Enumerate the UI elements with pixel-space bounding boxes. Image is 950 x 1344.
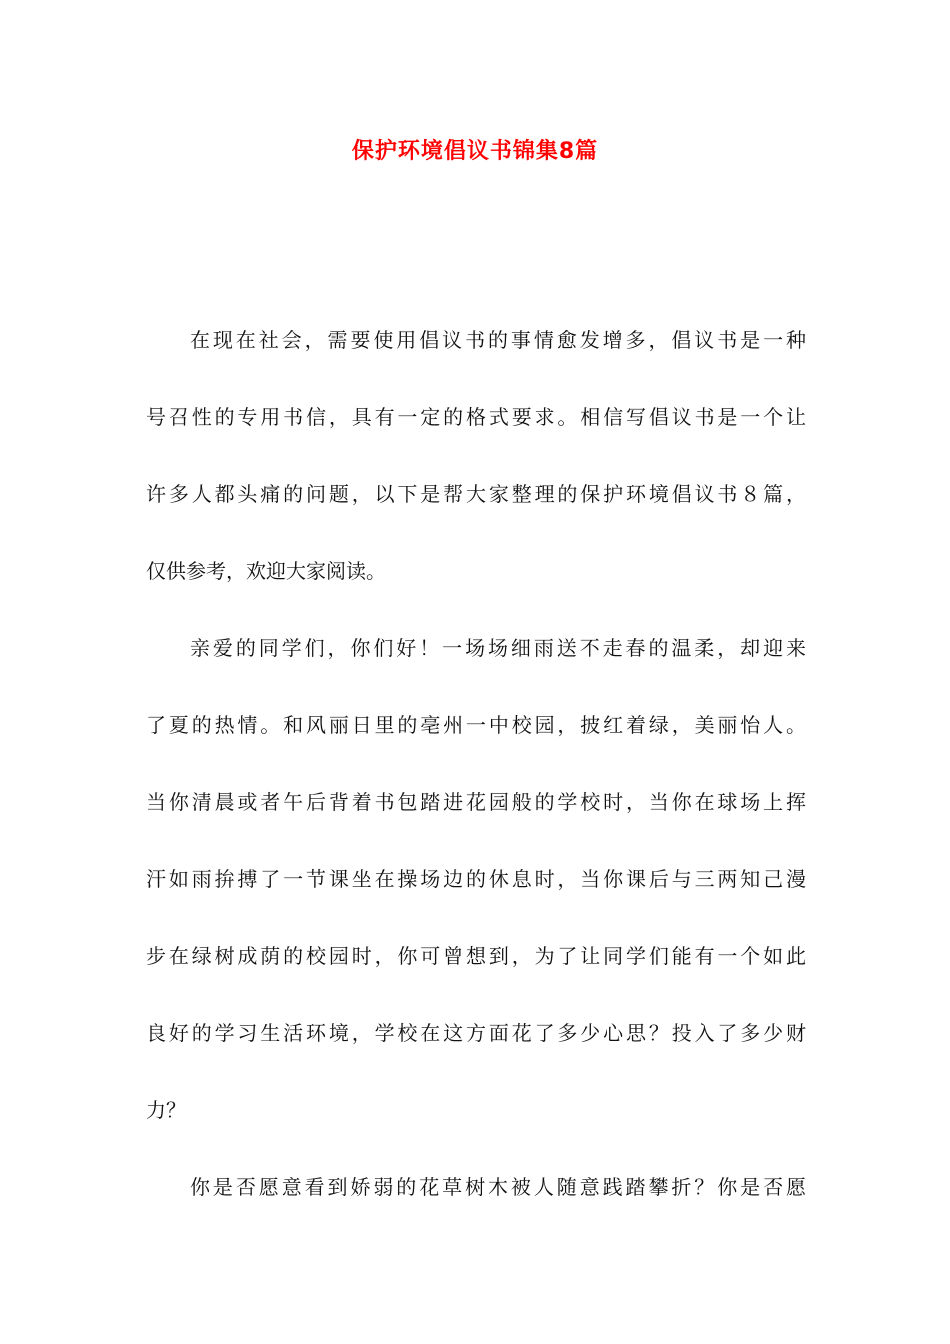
- paragraph-line: 你是否愿意看到娇弱的花草树木被人随意践踏攀折？你是否愿: [190, 1175, 806, 1199]
- paragraph-line: 号召性的专用书信，具有一定的格式要求。相信写倡议书是一个让: [146, 405, 806, 429]
- paragraph-line: 仅供参考，欢迎大家阅读。: [146, 559, 386, 583]
- paragraph-question: [146, 1167, 806, 1244]
- paragraph-line: 当你清晨或者午后背着书包踏进花园般的学校时，当你在球场上挥: [146, 790, 806, 814]
- document-title: 保护环境倡议书锦集8篇: [351, 139, 599, 164]
- paragraph-line: 许多人都头痛的问题，以下是帮大家整理的保护环境倡议书８篇，: [146, 482, 806, 506]
- paragraph-line: 步在绿树成荫的校园时，你可曾想到，为了让同学们能有一个如此: [146, 944, 806, 968]
- paragraph-greeting: [146, 628, 806, 1167]
- paragraph-line: 在现在社会，需要使用倡议书的事情愈发增多，倡议书是一种: [190, 328, 806, 352]
- paragraph-line: 亲爱的同学们，你们好！一场场细雨送不走春的温柔，却迎来: [190, 636, 806, 660]
- document-body: [146, 320, 806, 1244]
- paragraph-line: 了夏的热情。和风丽日里的亳州一中校园，披红着绿，美丽怡人。: [146, 713, 806, 737]
- paragraph-intro: [146, 320, 806, 628]
- paragraph-line: 良好的学习生活环境，学校在这方面花了多少心思？投入了多少财: [146, 1021, 806, 1045]
- paragraph-line: 汗如雨拚搏了一节课坐在操场边的休息时，当你课后与三两知己漫: [146, 867, 806, 891]
- paragraph-line: 力？: [146, 1098, 186, 1122]
